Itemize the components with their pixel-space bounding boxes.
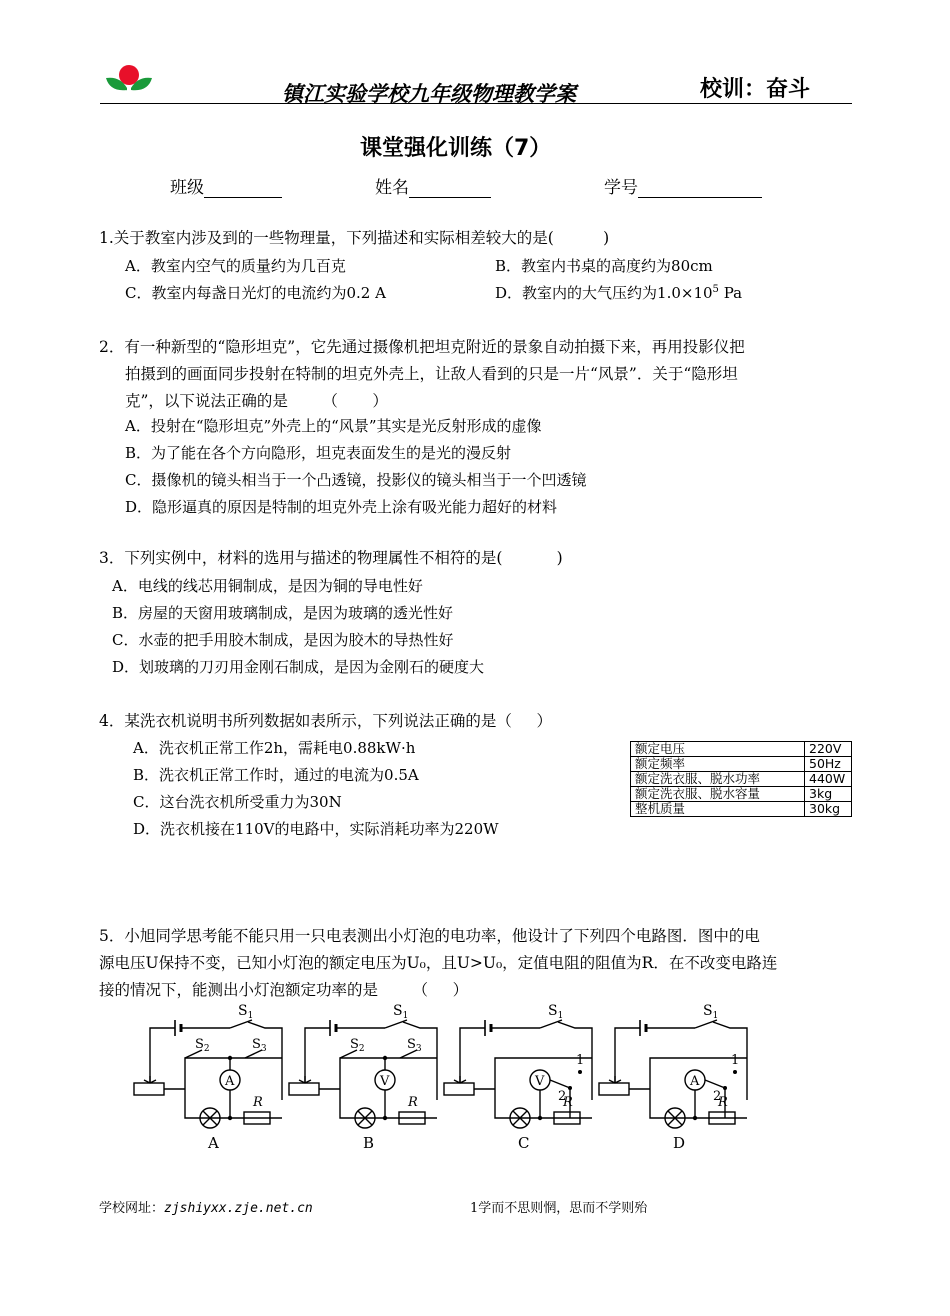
switch-contact-1 [733, 1070, 737, 1074]
circuit-b [289, 1003, 437, 1150]
q1-option-b: B．教室内书桌的高度约为80cm [495, 257, 713, 275]
circuit-label-d: D [673, 1134, 686, 1150]
resistor-label: R [563, 1095, 573, 1110]
resistor-label: R [718, 1095, 728, 1110]
q1-option-c: C．教室内每盏日光灯的电流约为0.2 A [125, 284, 386, 302]
switch-s1 [695, 1020, 717, 1028]
switch-position-1: 1 [576, 1053, 585, 1068]
circuit-a [134, 1003, 282, 1150]
school-motto: 校训：奋斗 [700, 77, 811, 102]
meter-label: A [690, 1074, 700, 1089]
washer-spec-table [630, 741, 852, 817]
circuit-label-c: C [518, 1134, 530, 1150]
table-row: 整机质量 30kg [631, 802, 852, 817]
rheostat [444, 1083, 474, 1095]
q4-stem: 4．某洗衣机说明书所列数据如表所示，下列说法正确的是（ ） [99, 712, 552, 730]
rheostat [134, 1083, 164, 1095]
q4-option-d: D．洗衣机接在110V的电路中，实际消耗功率为220W [133, 820, 499, 838]
name-blank[interactable] [409, 179, 491, 198]
switch-contact-2 [568, 1086, 572, 1090]
rheostat-slider [454, 1076, 466, 1083]
junction-dot [693, 1116, 697, 1120]
q5-stem-line1: 5．小旭同学思考能不能只用一只电表测出小灯泡的电功率，他设计了下列四个电路图．图中的电 [99, 927, 760, 945]
circuit-c [444, 1003, 592, 1150]
q3-option-c: C．水壶的把手用胶木制成，是因为胶木的导热性好 [112, 631, 454, 649]
switch-s1-label: $S_1$ [548, 1003, 564, 1021]
q4-option-b: B．洗衣机正常工作时，通过的电流为0.5A [133, 766, 419, 784]
resistor-label: R [253, 1095, 263, 1110]
q3-stem: 3．下列实例中，材料的选用与描述的物理属性不相符的是( ) [99, 549, 563, 567]
class-blank[interactable] [204, 179, 282, 198]
meter-label: V [380, 1074, 390, 1089]
circuit-label-a: A [208, 1134, 219, 1150]
footer-right [470, 1197, 647, 1216]
school-website [99, 1197, 313, 1216]
switch-s3-label: $S_3$ [407, 1037, 422, 1054]
switch-position-2: 2 [558, 1089, 567, 1104]
q2-option-b: B．为了能在各个方向隐形，坦克表面发生的是光的漫反射 [125, 444, 512, 462]
q5-stem-line2: 源电压U保持不变，已知小灯泡的额定电压为U₀，且U>U₀，定值电阻的阻值为R．在不改变电路连 [99, 954, 778, 972]
switch-spdt [705, 1080, 725, 1088]
q2-option-c: C．摄像机的镜头相当于一个凸透镜，投影仪的镜头相当于一个凹透镜 [125, 471, 587, 489]
school-title: 镇江实验学校九年级物理教学案 [282, 81, 576, 106]
switch-spdt [550, 1080, 570, 1088]
page-title: 课堂强化训练（7） [360, 136, 552, 161]
switch-contact-2 [723, 1086, 727, 1090]
q2-stem-line1: 2．有一种新型的“隐形坦克”，它先通过摄像机把坦克附近的景象自动拍摄下来，再用投影仪把 [99, 338, 745, 356]
q2-stem-line3: 克”，以下说法正确的是 （ ） [125, 392, 388, 410]
switch-s3-label: $S_3$ [252, 1037, 267, 1054]
switch-position-2: 2 [713, 1089, 722, 1104]
footer-proverb: 学而不思则惘，思而不学则殆 [478, 1201, 648, 1216]
circuit-diagrams [120, 1000, 760, 1150]
name-field [375, 173, 491, 198]
q2-option-a: A．投射在“隐形坦克”外壳上的“风景”其实是光反射形成的虚像 [125, 417, 542, 435]
meter-label: V [535, 1074, 545, 1089]
student-id-label: 学号 [604, 178, 638, 198]
q1-option-a: A．教室内空气的质量约为几百克 [125, 257, 346, 275]
q3-option-b: B．房屋的天窗用玻璃制成，是因为玻璃的透光性好 [112, 604, 454, 622]
table-row: 额定洗衣服、脱水容量 3kg [631, 787, 852, 802]
switch-s2-label: $S_2$ [195, 1037, 210, 1054]
rheostat-slider [144, 1076, 156, 1083]
header-divider [100, 103, 852, 104]
q4-option-c: C．这台洗衣机所受重力为30N [133, 793, 342, 811]
junction-dot [383, 1116, 387, 1120]
name-label: 姓名 [375, 178, 409, 198]
q1-option-d: D．教室内的大气压约为$1.0\times 10^5$ Pa [495, 284, 743, 302]
class-field [170, 173, 282, 198]
switch-s1-label: $S_1$ [703, 1003, 719, 1021]
junction-dot [383, 1056, 387, 1060]
switch-s1 [230, 1020, 252, 1028]
website-url[interactable]: zjshiyxx.zje.net.cn [164, 1201, 313, 1216]
table-row: 额定频率 50Hz [631, 757, 852, 772]
student-id-blank[interactable] [638, 179, 762, 198]
circuit-d [599, 1003, 747, 1150]
rheostat-slider [299, 1076, 311, 1083]
table-row: 额定洗衣服、脱水功率 440W [631, 772, 852, 787]
q4-option-a: A．洗衣机正常工作2h，需耗电0.88kW·h [133, 739, 416, 757]
junction-dot [228, 1116, 232, 1120]
rheostat-slider [609, 1076, 621, 1083]
switch-s1-label: $S_1$ [238, 1003, 254, 1021]
class-label: 班级 [170, 178, 204, 198]
circuit-label-b: B [363, 1134, 375, 1150]
page-number: 1 [470, 1201, 479, 1216]
q1-stem: 1.关于教室内涉及到的一些物理量，下列描述和实际相差较大的是( ) [99, 229, 610, 247]
rheostat [599, 1083, 629, 1095]
switch-contact-1 [578, 1070, 582, 1074]
junction-dot [538, 1116, 542, 1120]
meter-label: A [225, 1074, 235, 1089]
switch-position-1: 1 [731, 1053, 740, 1068]
resistor-label: R [408, 1095, 418, 1110]
junction-dot [228, 1056, 232, 1060]
q2-stem-line2: 拍摄到的画面同步投射在特制的坦克外壳上，让敌人看到的只是一片“风景”．关于“隐形坦 [125, 365, 738, 383]
student-id-field [604, 173, 762, 198]
table-row: 额定电压 220V [631, 742, 852, 757]
q5-stem-line3: 接的情况下，能测出小灯泡额定功率的是 （ ） [99, 981, 469, 999]
switch-s2-label: $S_2$ [350, 1037, 365, 1054]
school-logo [100, 62, 158, 112]
switch-s1 [385, 1020, 407, 1028]
switch-s1-label: $S_1$ [393, 1003, 409, 1021]
switch-s1 [540, 1020, 562, 1028]
website-label: 学校网址： [99, 1201, 165, 1216]
q3-option-a: A．电线的线芯用铜制成，是因为铜的导电性好 [112, 577, 423, 595]
q3-option-d: D．划玻璃的刀刃用金刚石制成，是因为金刚石的硬度大 [112, 658, 485, 676]
rheostat [289, 1083, 319, 1095]
q2-option-d: D．隐形逼真的原因是特制的坦克外壳上涂有吸光能力超好的材料 [125, 498, 558, 516]
